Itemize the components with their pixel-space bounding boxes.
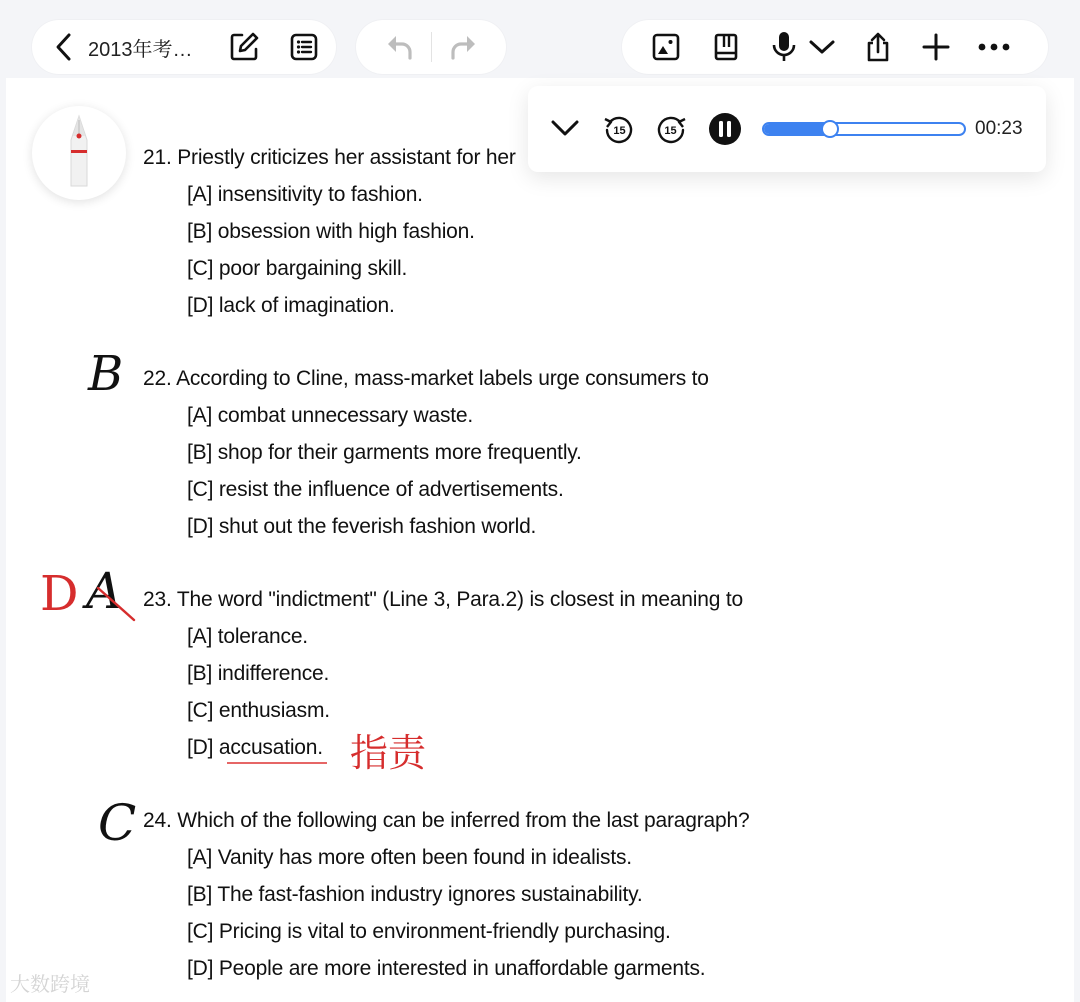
question-24: [143, 802, 749, 987]
document-title[interactable]: 2013年考…: [88, 38, 193, 61]
option-b: [B] obsession with high fashion.: [187, 220, 475, 243]
back-chevron-icon[interactable]: [46, 29, 82, 65]
question-stem: 22. According to Cline, mass-market labels urge consumers to: [143, 367, 709, 390]
option-b: [B] indifference.: [187, 662, 330, 685]
option-b: [B] The fast-fashion industry ignores sustainability.: [187, 883, 643, 906]
red-strike-mark: [94, 584, 138, 624]
handwritten-answer-24: C: [98, 794, 137, 852]
option-b: [B] shop for their garments more frequently.: [187, 441, 582, 464]
question-stem: 21. Priestly criticizes her assistant for her: [143, 146, 516, 169]
edit-icon[interactable]: [226, 29, 262, 65]
watermark: 大数跨境: [10, 972, 90, 996]
handwritten-correction-23: D: [40, 566, 79, 622]
list-icon[interactable]: [286, 29, 322, 65]
rewind-15-label: 15: [613, 125, 626, 137]
option-c: [C] enthusiasm.: [187, 699, 330, 722]
playback-progress-bar[interactable]: [762, 122, 966, 136]
option-d: [D] People are more interested in unaffordable garments.: [187, 957, 706, 980]
option-d: [D] shut out the feverish fashion world.: [187, 515, 537, 538]
forward-15-label: 15: [664, 125, 677, 137]
pen-tool-button[interactable]: [32, 106, 126, 200]
option-d: [D] accusation.: [187, 736, 323, 759]
undo-icon[interactable]: [381, 29, 417, 65]
audio-player: [528, 86, 1046, 172]
document-nav-pill: [32, 20, 336, 74]
option-c: [C] resist the influence of advertisements.: [187, 478, 564, 501]
book-icon[interactable]: [708, 29, 744, 65]
tools-pill: [622, 20, 1048, 74]
collapse-player-icon[interactable]: [550, 116, 580, 145]
playback-time: 00:23: [975, 118, 1023, 139]
forward-15-icon[interactable]: [655, 113, 687, 150]
image-icon[interactable]: [648, 29, 684, 65]
rewind-15-icon[interactable]: [603, 113, 635, 150]
question-stem: 23. The word "indictment" (Line 3, Para.2) is closest in meaning to: [143, 588, 743, 611]
option-c: [C] poor bargaining skill.: [187, 257, 408, 280]
question-stem: 24. Which of the following can be inferred from the last paragraph?: [143, 809, 750, 832]
accusation-underline: [227, 762, 327, 764]
handwritten-note-23: 指责: [350, 731, 427, 775]
option-a: [A] tolerance.: [187, 625, 308, 648]
question-21: [143, 139, 516, 324]
share-icon[interactable]: [860, 29, 896, 65]
option-a: [A] Vanity has more often been found in idealists.: [187, 846, 632, 869]
toolbar-divider: [431, 32, 432, 62]
question-22: [143, 360, 709, 545]
fountain-pen-icon: [32, 106, 126, 200]
option-a: [A] combat unnecessary waste.: [187, 404, 474, 427]
handwritten-answer-23: A: [86, 562, 123, 620]
progress-knob[interactable]: [821, 120, 839, 138]
redo-icon[interactable]: [446, 29, 482, 65]
option-a: [A] insensitivity to fashion.: [187, 183, 423, 206]
question-23: [143, 581, 743, 766]
more-icon[interactable]: [976, 29, 1012, 65]
microphone-icon[interactable]: [766, 29, 802, 65]
option-c: [C] Pricing is vital to environment-friendly purchasing.: [187, 920, 671, 943]
option-d: [D] lack of imagination.: [187, 294, 395, 317]
chevron-down-icon[interactable]: [804, 29, 840, 65]
undo-redo-pill: [356, 20, 506, 74]
pause-icon[interactable]: [708, 112, 742, 151]
handwritten-answer-22: B: [88, 346, 124, 402]
plus-icon[interactable]: [918, 29, 954, 65]
